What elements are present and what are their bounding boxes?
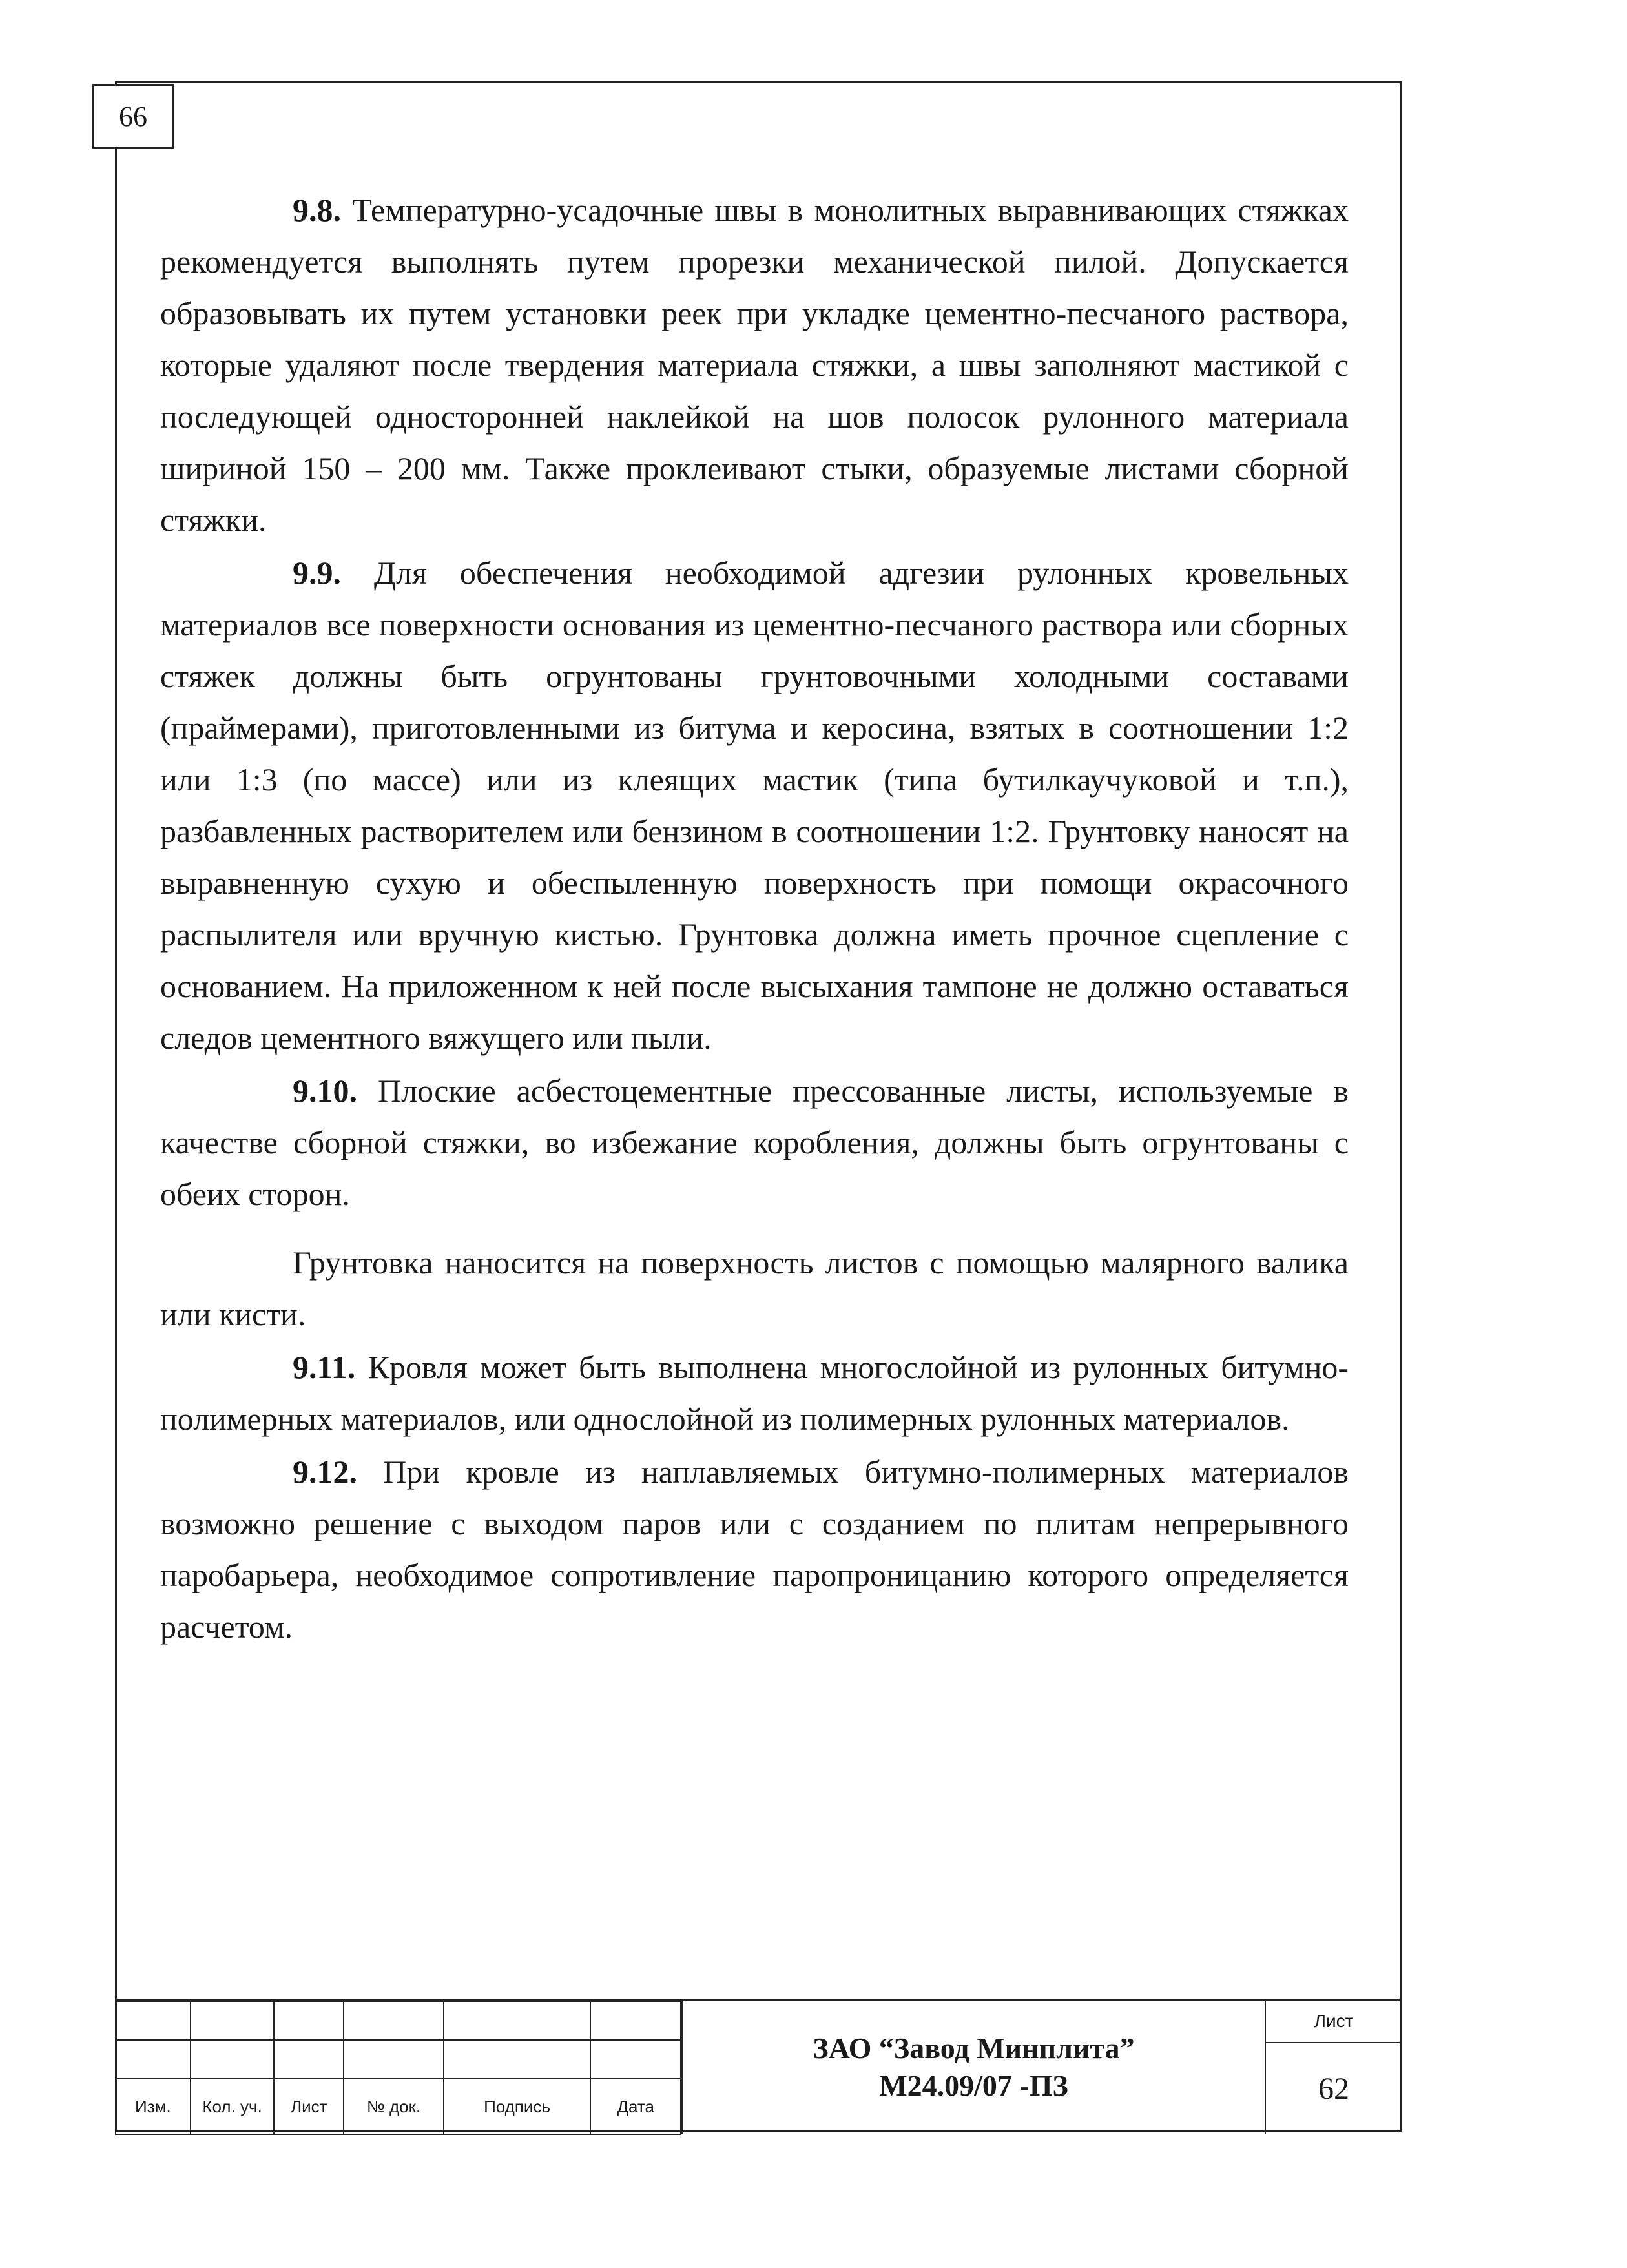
document-code: М24.09/07 -ПЗ [879,2069,1068,2102]
paragraph-text: Плоские асбестоцементные прессованные листы, используемые в качестве сборной стяжки, во избежание коробления, должны быть огрунтованы с обеих сторон. [160,1073,1349,1212]
document-title [681,2001,1266,2134]
col-doc-no: № док. [344,2079,444,2134]
col-date: Дата [590,2079,681,2134]
revision-row [116,2001,681,2040]
revision-header-row [116,2079,681,2134]
page-number: 66 [119,100,147,132]
col-kol-uch: Кол. уч. [191,2079,275,2134]
revision-row [116,2040,681,2079]
paragraph-text: Кровля может быть выполнена многослойной из рулонных битумно-полимерных материалов, или однослойной из полимерных рулонных материалов. [160,1349,1349,1437]
title-block [115,1999,1402,2134]
paragraph-9-9 [160,547,1349,1064]
col-list: Лист [274,2079,344,2134]
paragraph-number: 9.11. [293,1349,356,1385]
col-signature: Подпись [444,2079,591,2134]
paragraph-text: Грунтовка наносится на поверхность листов с помощью малярного валика или кисти. [160,1244,1349,1332]
revision-table [115,2001,681,2135]
document-body [160,184,1349,1654]
paragraph-9-8 [160,184,1349,546]
paragraph-text: Для обеспечения необходимой адгезии рулонных кровельных материалов все поверхности основания из цементно-песчаного раствора или сборных стяжек должны быть огрунтованы грунтовочными холодными составами (праймерами), приготовленными из битума и керосина, взятых в соотношении 1:2 или 1:3 (по массе) или из клеящих мастик (типа бутилкаучуковой и т.п.), разбавленных растворителем или бензином в соотношении 1:2. Грунтовку наносят на выравненную сухую и обеспыленную поверхность при помощи окрасочного распылителя или вручную кистью. Грунтовка должна иметь прочное сцепление с основанием. На приложенном к ней после высыхания тампоне не должно оставаться следов цементного вяжущего или пыли. [160,555,1349,1056]
paragraph-number: 9.8. [293,192,341,228]
paragraph-text: При кровле из наплавляемых битумно-полимерных материалов возможно решение с выходом паров или с созданием по плитам непрерывного паробарьера, необходимое сопротивление паропроницанию которого определяется расчетом. [160,1454,1349,1645]
sheet-number: 62 [1318,2071,1349,2106]
col-izm: Изм. [116,2079,191,2134]
page-number-box [92,84,174,149]
paragraph-9-11 [160,1341,1349,1445]
organization-name: ЗАО “Завод Минплита” [813,2032,1135,2065]
sheet-label: Лист [1266,2001,1402,2043]
paragraph-9-12 [160,1446,1349,1653]
paragraph-number: 9.10. [293,1073,357,1109]
paragraph-text: Температурно-усадочные швы в монолитных выравнивающих стяжках рекомендуется выполнять путем прорезки механической пилой. Допускается образовывать их путем установки реек при укладке цементно-песчаного раствора, которые удаляют после твердения материала стяжки, а швы заполняют мастикой с последующей односторонней наклейкой на шов полосок рулонного материала шириной 150 – 200 мм. Также проклеивают стыки, образуемые листами сборной стяжки. [160,192,1349,538]
sheet-cell [1266,2001,1402,2134]
paragraph-primer-note [160,1237,1349,1340]
paragraph-number: 9.9. [293,555,341,591]
paragraph-number: 9.12. [293,1454,357,1490]
paragraph-9-10 [160,1065,1349,1220]
